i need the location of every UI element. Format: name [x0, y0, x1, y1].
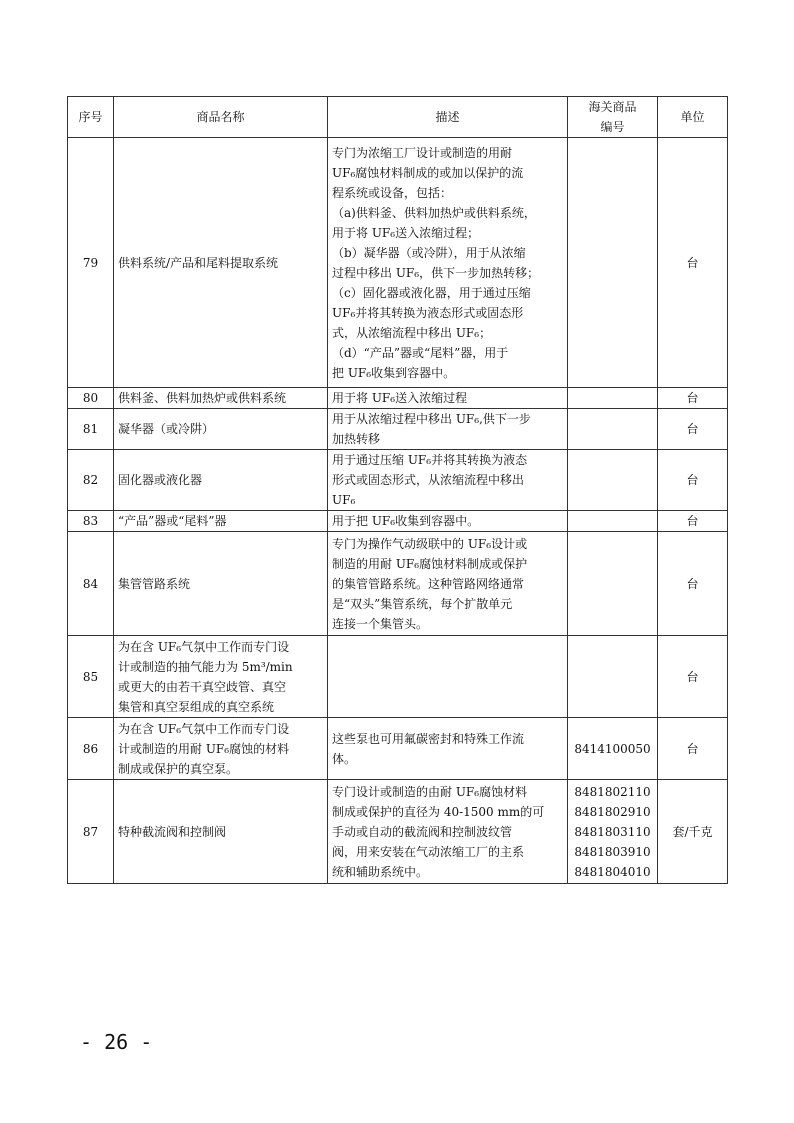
- desc-line: （b）凝华器（或冷阱），用于从浓缩: [332, 245, 526, 260]
- cell-name: [114, 409, 328, 450]
- cell-unit: 台: [658, 718, 728, 780]
- name-line: 供料系统/产品和尾料提取系统: [118, 255, 279, 270]
- cell-desc: [328, 780, 568, 884]
- name-line: 制成或保护的真空泵。: [118, 761, 239, 776]
- cell-code: [568, 718, 658, 780]
- cell-unit: 台: [658, 409, 728, 450]
- code-line: 8481802910: [574, 804, 651, 819]
- header-code-line: 编号: [600, 120, 625, 134]
- header-code: [568, 97, 658, 138]
- name-line: 计或制造的用耐 UF₆腐蚀的材料: [118, 741, 290, 756]
- desc-line: 加热转移: [332, 432, 381, 446]
- name-line: 为在含 UF₆气氛中工作而专门设: [118, 721, 290, 736]
- desc-line: 用于将 UF₆送入浓缩过程；: [332, 225, 480, 240]
- table-row: [68, 718, 728, 780]
- table-row: [68, 388, 728, 409]
- cell-code: [568, 780, 658, 884]
- header-code-line: 海关商品: [588, 100, 637, 114]
- header-no: 序号: [68, 97, 114, 138]
- desc-line: 是“双头”集管系统，每个扩散单元: [332, 596, 513, 611]
- name-line: “产品”器或“尾料”器: [118, 514, 227, 528]
- cell-code: [568, 532, 658, 636]
- cell-desc: [328, 511, 568, 532]
- desc-line: 制造的用耐 UF₆腐蚀材料制成或保护: [332, 556, 528, 571]
- table-header-row: [68, 97, 728, 138]
- desc-line: 手动或自动的截流阀和控制波纹管: [332, 824, 513, 839]
- cell-name: [114, 636, 328, 718]
- desc-line: （a)供料釜、供料加热炉或供料系统，: [332, 205, 536, 220]
- name-line: 为在含 UF₆气氛中工作而专门设: [118, 639, 290, 654]
- cell-code: [568, 138, 658, 388]
- cell-code: [568, 636, 658, 718]
- desc-line: 用于通过压缩 UF₆并将其转换为液态: [332, 453, 528, 467]
- desc-line: 制成或保护的直径为 40-1500 mm的可: [332, 804, 545, 819]
- cell-desc: [328, 138, 568, 388]
- cell-name: [114, 532, 328, 636]
- code-line: 8481802110: [574, 784, 651, 799]
- cell-no: 86: [68, 718, 114, 780]
- name-line: 供料釜、供料加热炉或供料系统: [118, 391, 287, 405]
- page-number: - 26 -: [80, 1030, 153, 1054]
- cell-desc: [328, 388, 568, 409]
- desc-line: 连接一个集管头。: [332, 616, 429, 631]
- desc-line: 统和辅助系统中。: [332, 864, 429, 879]
- cell-desc: [328, 636, 568, 718]
- cell-name: [114, 718, 328, 780]
- desc-line: 阀，用来安装在气动浓缩工厂的主系: [332, 844, 525, 859]
- cell-unit: 台: [658, 388, 728, 409]
- table-row: [68, 636, 728, 718]
- cell-no: 81: [68, 409, 114, 450]
- desc-line: （c）固化器或液化器，用于通过压缩: [332, 285, 531, 300]
- cell-unit: 台: [658, 636, 728, 718]
- desc-line: 专门为操作气动级联中的 UF₆设计或: [332, 536, 528, 551]
- header-desc: 描述: [328, 97, 568, 138]
- code-line: 8481803110: [574, 824, 651, 839]
- cell-no: 79: [68, 138, 114, 388]
- cell-desc: [328, 450, 568, 511]
- cell-unit: 台: [658, 138, 728, 388]
- desc-line: 把 UF₆收集到容器中。: [332, 365, 456, 380]
- code-line: 8414100050: [574, 741, 651, 756]
- desc-line: （d）“产品”器或“尾料”器，用于: [332, 345, 509, 360]
- header-unit: 单位: [658, 97, 728, 138]
- table-row: [68, 532, 728, 636]
- name-line: 集管和真空泵组成的真空系统: [118, 699, 275, 714]
- desc-line: 这些泵也可用氟碳密封和特殊工作流: [332, 731, 525, 746]
- cell-name: [114, 780, 328, 884]
- table-row: [68, 409, 728, 450]
- cell-name: [114, 388, 328, 409]
- desc-line: 体。: [332, 751, 357, 766]
- code-line: 8481803910: [574, 844, 651, 859]
- name-line: 集管管路系统: [118, 576, 191, 591]
- cell-no: 87: [68, 780, 114, 884]
- desc-line: 的集管管路系统。这种管路网络通常: [332, 576, 525, 591]
- table-row: [68, 780, 728, 884]
- cell-code: [568, 450, 658, 511]
- cell-unit: 台: [658, 532, 728, 636]
- desc-line: 程系统或设备，包括：: [332, 185, 453, 200]
- cell-name: [114, 138, 328, 388]
- table-row: [68, 511, 728, 532]
- header-name: 商品名称: [114, 97, 328, 138]
- cell-desc: [328, 532, 568, 636]
- desc-line: 式，从浓缩流程中移出 UF₆；: [332, 325, 492, 340]
- table-row: [68, 138, 728, 388]
- cell-unit: 套/千克: [658, 780, 728, 884]
- cell-code: [568, 388, 658, 409]
- desc-line: 专门设计或制造的由耐 UF₆腐蚀材料: [332, 784, 528, 799]
- goods-table: [67, 96, 728, 884]
- name-line: 凝华器（或冷阱）: [118, 422, 215, 436]
- cell-no: 83: [68, 511, 114, 532]
- desc-line: 形式或固态形式，从浓缩流程中移出: [332, 473, 525, 487]
- cell-no: 82: [68, 450, 114, 511]
- cell-name: [114, 450, 328, 511]
- desc-line: 用于从浓缩过程中移出 UF₆,供下一步: [332, 412, 531, 426]
- name-line: 固化器或液化器: [118, 473, 203, 487]
- desc-line: 专门为浓缩工厂设计或制造的用耐: [332, 145, 513, 160]
- cell-code: [568, 511, 658, 532]
- cell-no: 85: [68, 636, 114, 718]
- cell-unit: 台: [658, 511, 728, 532]
- desc-line: 用于把 UF₆收集到容器中。: [332, 514, 480, 528]
- cell-no: 80: [68, 388, 114, 409]
- cell-desc: [328, 718, 568, 780]
- cell-unit: 台: [658, 450, 728, 511]
- cell-code: [568, 409, 658, 450]
- cell-name: [114, 511, 328, 532]
- desc-line: UF₆并将其转换为液态形式或固态形: [332, 305, 524, 320]
- name-line: 或更大的由若干真空歧管、真空: [118, 679, 287, 694]
- desc-line: 用于将 UF₆送入浓缩过程: [332, 391, 468, 405]
- name-line: 计或制造的抽气能力为 5m³/min: [118, 659, 293, 674]
- desc-line: UF₆腐蚀材料制成的或加以保护的流: [332, 165, 524, 180]
- desc-line: UF₆: [332, 493, 356, 507]
- cell-no: 84: [68, 532, 114, 636]
- desc-line: 过程中移出 UF₆，供下一步加热转移；: [332, 265, 540, 280]
- code-line: 8481804010: [574, 864, 651, 879]
- name-line: 特种截流阀和控制阀: [118, 824, 227, 839]
- cell-desc: [328, 409, 568, 450]
- table-row: [68, 450, 728, 511]
